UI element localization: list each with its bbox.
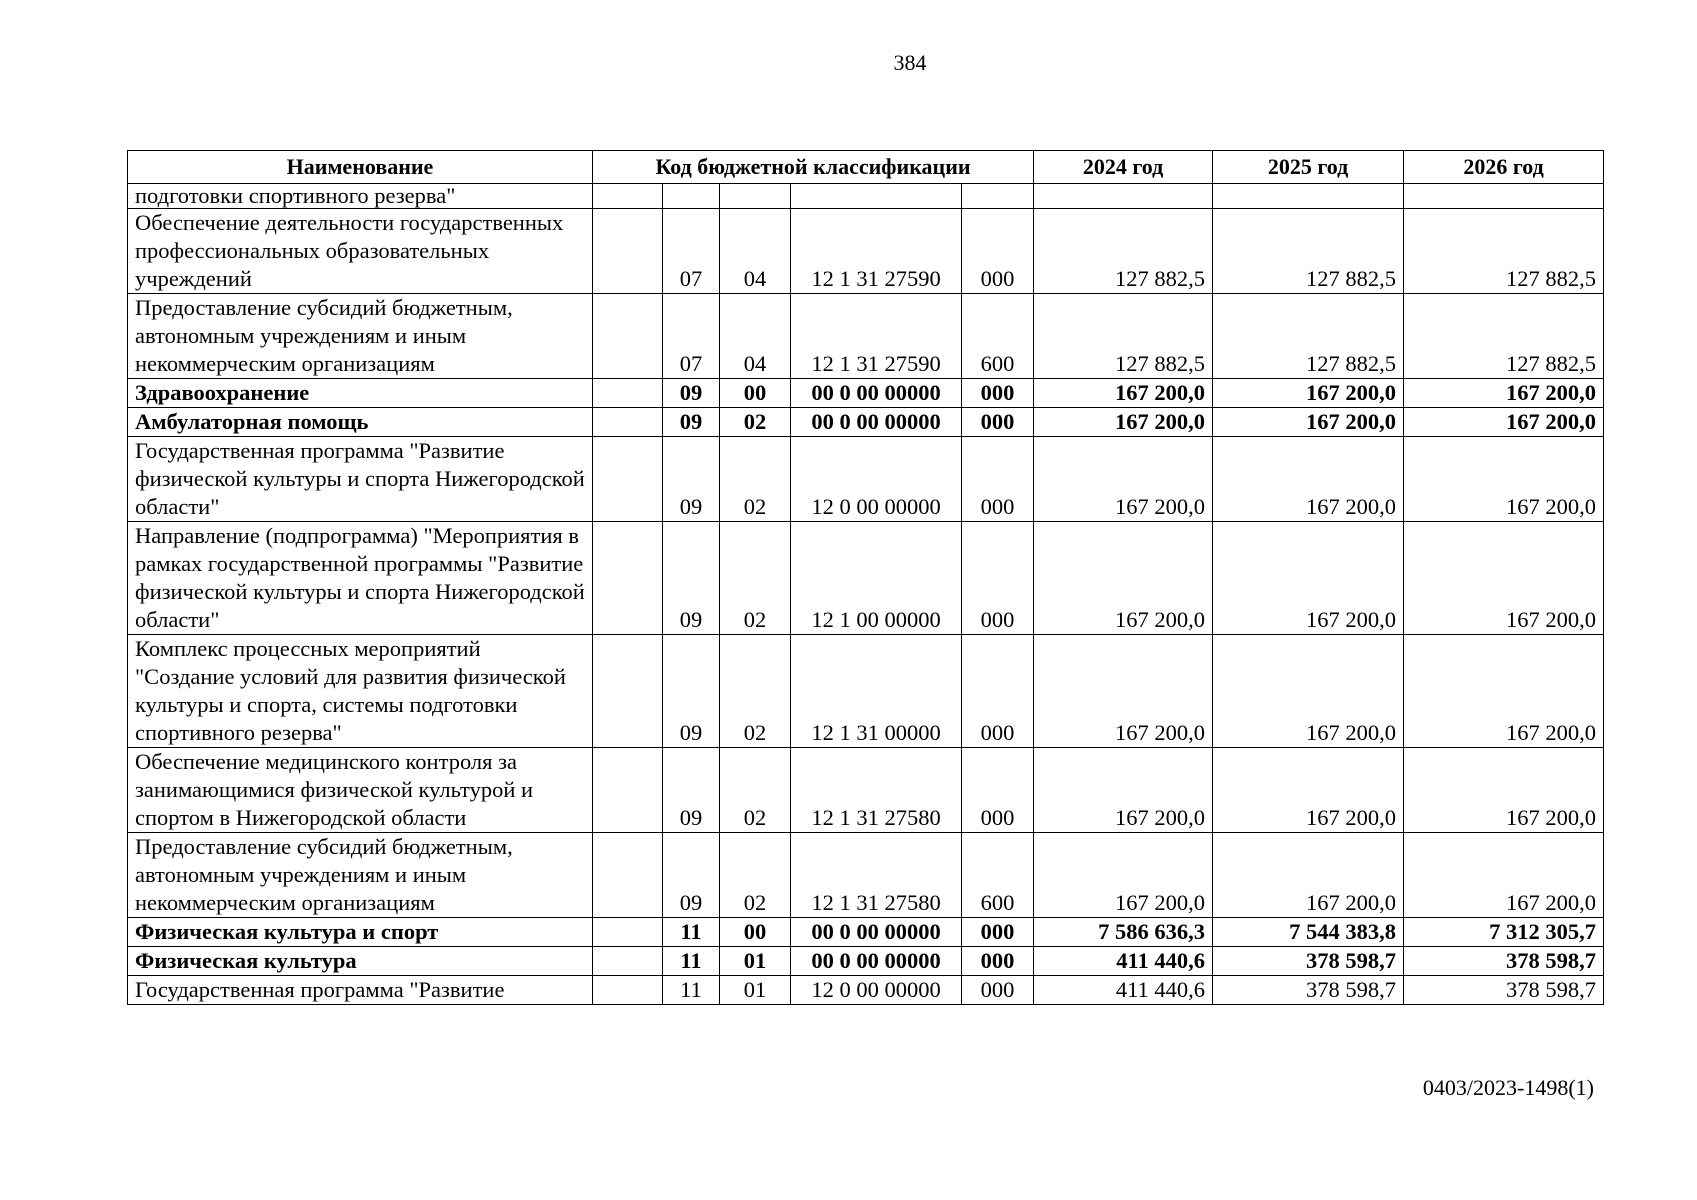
table-cell-code-0 (593, 976, 663, 1005)
table-cell-subsection: 01 (720, 976, 791, 1005)
table-cell-2025: 167 200,0 (1213, 833, 1404, 918)
table-cell-subsection: 02 (720, 833, 791, 918)
table-cell-2024: 411 440,6 (1034, 976, 1213, 1005)
table-header-row (128, 151, 1604, 184)
table-row (128, 184, 1604, 209)
table-cell-2024: 167 200,0 (1034, 437, 1213, 522)
table-cell-2025: 167 200,0 (1213, 635, 1404, 748)
header-2026: 2026 год (1404, 151, 1604, 184)
table-cell-name: Государственная программа "Развитие физической культуры и спорта Нижегородской области" (128, 437, 593, 522)
table-row (128, 294, 1604, 379)
table-cell-2025: 167 200,0 (1213, 379, 1404, 408)
table-cell-code-0 (593, 947, 663, 976)
table-cell-expense-type: 000 (962, 947, 1034, 976)
table-cell-2025: 127 882,5 (1213, 294, 1404, 379)
table-row (128, 748, 1604, 833)
header-name: Наименование (128, 151, 593, 184)
table-cell-2025 (1213, 184, 1404, 209)
table-cell-2026: 167 200,0 (1404, 833, 1604, 918)
table-cell-subsection: 04 (720, 209, 791, 294)
table-body (128, 184, 1604, 1005)
table-cell-name: Физическая культура (128, 947, 593, 976)
document-id: 0403/2023-1498(1) (1422, 1075, 1594, 1100)
table-cell-target-article: 12 0 00 00000 (791, 437, 962, 522)
table-cell-expense-type: 000 (962, 379, 1034, 408)
table-cell-subsection: 02 (720, 748, 791, 833)
table-cell-target-article: 12 1 31 27580 (791, 748, 962, 833)
table-cell-subsection: 01 (720, 947, 791, 976)
header-code: Код бюджетной классификации (593, 151, 1034, 184)
table-cell-name: Предоставление субсидий бюджетным, автономным учреждениям и иным некоммерческим организациям (128, 294, 593, 379)
table-cell-code-0 (593, 437, 663, 522)
table-cell-target-article: 00 0 00 00000 (791, 379, 962, 408)
table-cell-2025: 378 598,7 (1213, 976, 1404, 1005)
table-cell-target-article: 12 1 31 27590 (791, 294, 962, 379)
table-cell-section: 09 (663, 522, 720, 635)
table-cell-name: подготовки спортивного резерва" (128, 184, 593, 209)
header-2025: 2025 год (1213, 151, 1404, 184)
table-cell-expense-type: 000 (962, 635, 1034, 748)
table-cell-expense-type: 000 (962, 918, 1034, 947)
table-cell-2025: 167 200,0 (1213, 522, 1404, 635)
table-cell-target-article (791, 184, 962, 209)
budget-table (127, 150, 1604, 1005)
table-cell-2024: 167 200,0 (1034, 833, 1213, 918)
table-cell-subsection: 04 (720, 294, 791, 379)
table-cell-expense-type: 000 (962, 437, 1034, 522)
table-cell-name: Предоставление субсидий бюджетным, автономным учреждениям и иным некоммерческим организациям (128, 833, 593, 918)
header-2024: 2024 год (1034, 151, 1213, 184)
table-cell-name: Здравоохранение (128, 379, 593, 408)
table-cell-section: 11 (663, 918, 720, 947)
table-cell-2024: 411 440,6 (1034, 947, 1213, 976)
table-cell-code-0 (593, 918, 663, 947)
table-cell-section: 09 (663, 748, 720, 833)
table-cell-code-0 (593, 379, 663, 408)
table-row (128, 379, 1604, 408)
table-row (128, 209, 1604, 294)
table-cell-section: 07 (663, 209, 720, 294)
table-cell-2025: 378 598,7 (1213, 947, 1404, 976)
table-cell-expense-type (962, 184, 1034, 209)
table-cell-2025: 127 882,5 (1213, 209, 1404, 294)
table-cell-2025: 7 544 383,8 (1213, 918, 1404, 947)
table-cell-2024: 127 882,5 (1034, 209, 1213, 294)
table-cell-expense-type: 600 (962, 833, 1034, 918)
table-cell-section (663, 184, 720, 209)
table-cell-2026: 167 200,0 (1404, 408, 1604, 437)
table-cell-target-article: 12 1 31 00000 (791, 635, 962, 748)
table-cell-2026: 167 200,0 (1404, 635, 1604, 748)
table-cell-subsection: 02 (720, 635, 791, 748)
table-cell-expense-type: 000 (962, 209, 1034, 294)
table-cell-2026: 7 312 305,7 (1404, 918, 1604, 947)
table-cell-2026: 167 200,0 (1404, 379, 1604, 408)
table-cell-name: Обеспечение медицинского контроля за занимающимися физической культурой и спортом в Нижегородской области (128, 748, 593, 833)
table-row (128, 522, 1604, 635)
table-cell-subsection: 00 (720, 918, 791, 947)
table-cell-code-0 (593, 209, 663, 294)
table-cell-2025: 167 200,0 (1213, 408, 1404, 437)
table-row (128, 635, 1604, 748)
table-cell-2024: 167 200,0 (1034, 748, 1213, 833)
table-cell-expense-type: 000 (962, 408, 1034, 437)
table-cell-code-0 (593, 833, 663, 918)
table-cell-2026 (1404, 184, 1604, 209)
table-cell-name: Государственная программа "Развитие (128, 976, 593, 1005)
table-cell-section: 11 (663, 947, 720, 976)
table-cell-target-article: 00 0 00 00000 (791, 408, 962, 437)
table-cell-code-0 (593, 748, 663, 833)
table-cell-target-article: 12 0 00 00000 (791, 976, 962, 1005)
table-cell-2025: 167 200,0 (1213, 748, 1404, 833)
table-cell-2026: 167 200,0 (1404, 437, 1604, 522)
table-cell-expense-type: 000 (962, 748, 1034, 833)
table-cell-2026: 127 882,5 (1404, 209, 1604, 294)
table-cell-2024: 167 200,0 (1034, 408, 1213, 437)
table-cell-section: 09 (663, 379, 720, 408)
table-cell-2024: 7 586 636,3 (1034, 918, 1213, 947)
table-cell-target-article: 12 1 31 27590 (791, 209, 962, 294)
table-cell-2024: 167 200,0 (1034, 522, 1213, 635)
table-cell-2025: 167 200,0 (1213, 437, 1404, 522)
table-cell-2024: 167 200,0 (1034, 635, 1213, 748)
table-cell-target-article: 00 0 00 00000 (791, 918, 962, 947)
table-cell-expense-type: 000 (962, 976, 1034, 1005)
table-row (128, 408, 1604, 437)
table-cell-2024 (1034, 184, 1213, 209)
table-cell-section: 09 (663, 833, 720, 918)
table-cell-2024: 167 200,0 (1034, 379, 1213, 408)
table-row (128, 918, 1604, 947)
table-cell-2026: 127 882,5 (1404, 294, 1604, 379)
table-cell-target-article: 12 1 31 27580 (791, 833, 962, 918)
table-cell-2024: 127 882,5 (1034, 294, 1213, 379)
table-cell-subsection: 00 (720, 379, 791, 408)
table-cell-2026: 378 598,7 (1404, 976, 1604, 1005)
table-cell-section: 07 (663, 294, 720, 379)
table-cell-expense-type: 600 (962, 294, 1034, 379)
table-cell-section: 09 (663, 437, 720, 522)
table-row (128, 976, 1604, 1005)
table-row (128, 437, 1604, 522)
table-cell-name: Направление (подпрограмма) "Мероприятия в рамках государственной программы "Развитие физической культуры и спорта Нижегородской области" (128, 522, 593, 635)
table-cell-code-0 (593, 184, 663, 209)
table-cell-name: Комплекс процессных мероприятий "Создание условий для развития физической культуры и спорта, системы подготовки спортивного резерва" (128, 635, 593, 748)
table-cell-subsection: 02 (720, 408, 791, 437)
table-cell-target-article: 12 1 00 00000 (791, 522, 962, 635)
table-cell-code-0 (593, 408, 663, 437)
table-cell-2026: 167 200,0 (1404, 522, 1604, 635)
table-cell-name: Физическая культура и спорт (128, 918, 593, 947)
table-cell-target-article: 00 0 00 00000 (791, 947, 962, 976)
table-cell-2026: 167 200,0 (1404, 748, 1604, 833)
table-cell-section: 09 (663, 635, 720, 748)
table-cell-name: Обеспечение деятельности государственных профессиональных образовательных учреждений (128, 209, 593, 294)
table-cell-2026: 378 598,7 (1404, 947, 1604, 976)
table-cell-section: 09 (663, 408, 720, 437)
table-cell-expense-type: 000 (962, 522, 1034, 635)
table-cell-code-0 (593, 294, 663, 379)
table-cell-section: 11 (663, 976, 720, 1005)
table-cell-name: Амбулаторная помощь (128, 408, 593, 437)
page-number: 384 (893, 50, 927, 75)
table-cell-subsection (720, 184, 791, 209)
table-cell-code-0 (593, 522, 663, 635)
table-cell-subsection: 02 (720, 437, 791, 522)
table-cell-subsection: 02 (720, 522, 791, 635)
table-cell-code-0 (593, 635, 663, 748)
table-row (128, 947, 1604, 976)
table-row (128, 833, 1604, 918)
